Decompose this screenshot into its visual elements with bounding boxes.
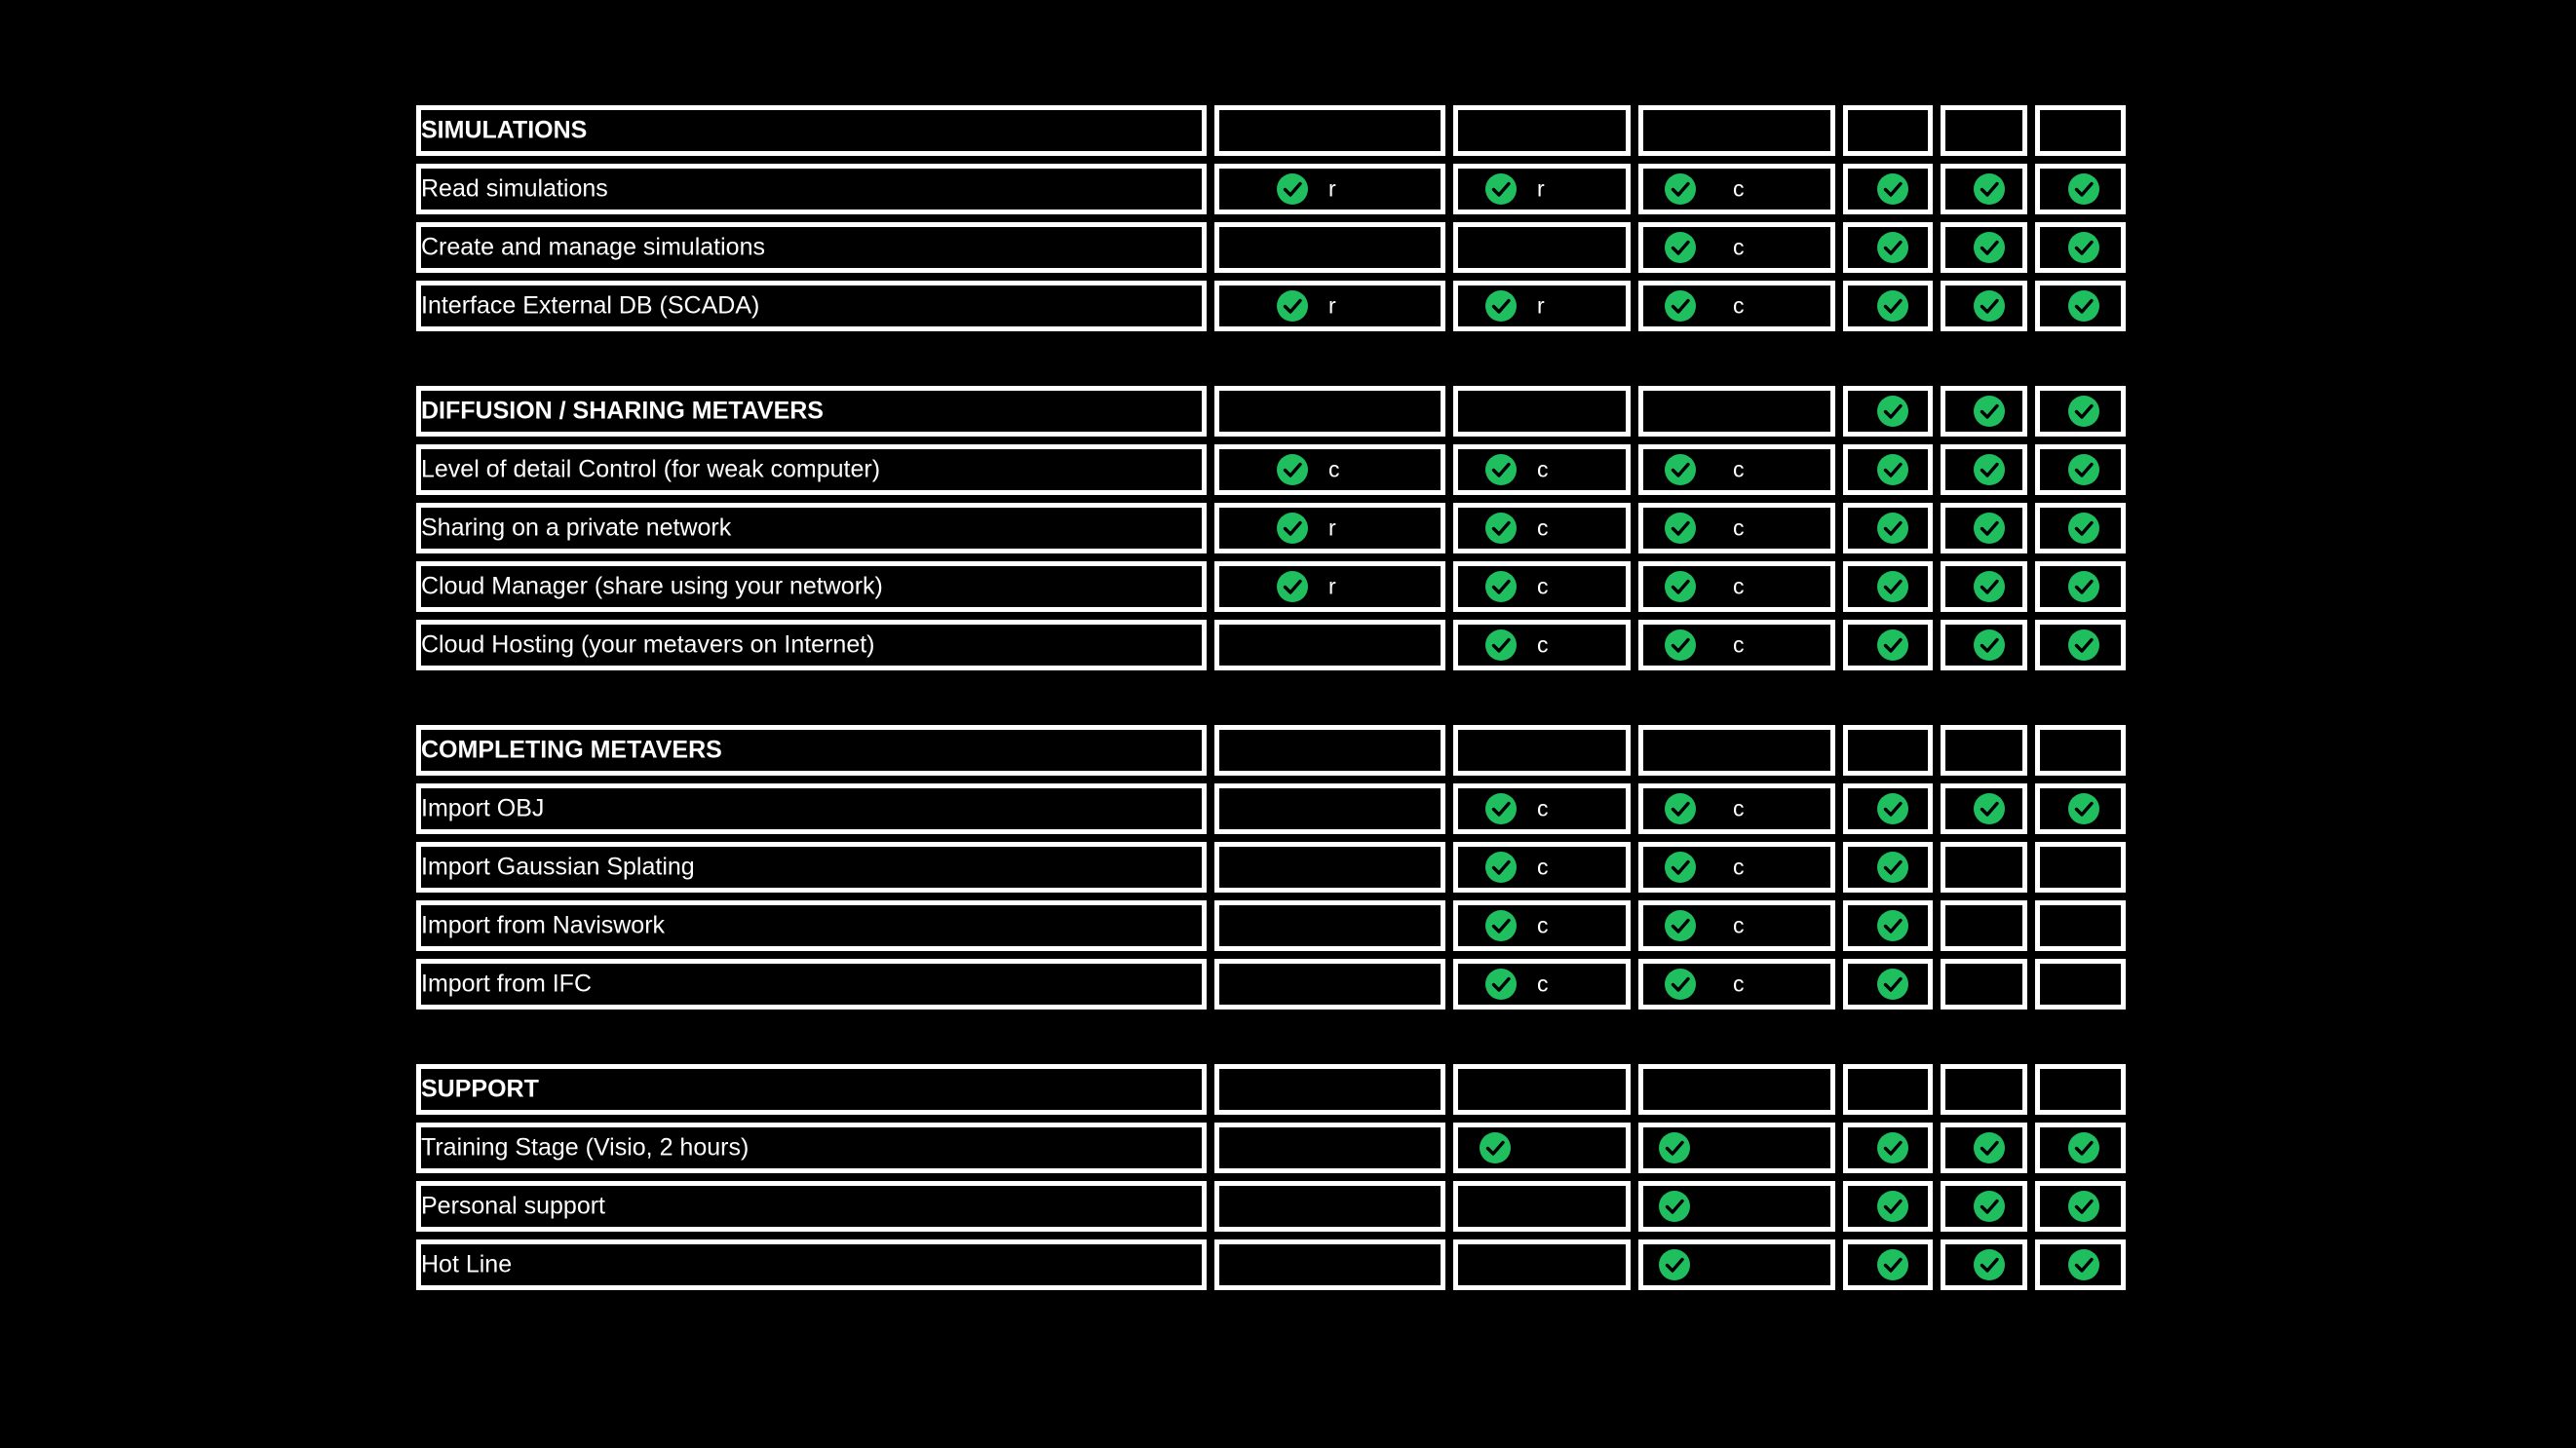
check-circle-icon <box>1485 513 1517 544</box>
feature-cell <box>1638 783 1835 834</box>
header-cell <box>1941 1064 2027 1115</box>
feature-label-cell <box>416 783 1207 834</box>
check-circle-icon <box>1659 1132 1690 1163</box>
feature-cell <box>1214 842 1445 893</box>
check-circle-icon <box>1485 852 1517 883</box>
section-title-cell <box>416 105 1207 156</box>
check-circle-icon <box>2068 290 2099 322</box>
feature-cell <box>1638 842 1835 893</box>
feature-note: c <box>1328 456 1340 482</box>
feature-cell <box>1941 164 2027 214</box>
check-circle-icon <box>1485 454 1517 485</box>
header-cell <box>2035 1064 2126 1115</box>
feature-cell <box>2035 1181 2126 1232</box>
feature-cell <box>1638 620 1835 670</box>
feature-label-cell <box>416 164 1207 214</box>
check-circle-icon <box>1665 513 1696 544</box>
feature-cell <box>2035 620 2126 670</box>
feature-cell <box>2035 1239 2126 1290</box>
feature-cell <box>2035 503 2126 553</box>
feature-row <box>416 620 2126 670</box>
feature-cell <box>1214 164 1445 214</box>
check-circle-icon <box>1659 1249 1690 1280</box>
feature-cell <box>2035 164 2126 214</box>
check-circle-icon <box>1877 396 1908 427</box>
feature-label: Personal support <box>421 1192 606 1220</box>
check-circle-icon <box>1665 793 1696 824</box>
feature-cell <box>1638 444 1835 495</box>
feature-comparison-table <box>416 105 2126 1345</box>
check-circle-icon <box>1665 173 1696 205</box>
feature-note: r <box>1328 175 1336 202</box>
check-circle-icon <box>2068 571 2099 602</box>
feature-cell <box>2035 222 2126 273</box>
feature-note: c <box>1733 175 1745 202</box>
check-circle-icon <box>1877 232 1908 263</box>
feature-cell <box>1214 503 1445 553</box>
check-circle-icon <box>1974 1132 2005 1163</box>
feature-note: c <box>1733 456 1745 482</box>
feature-note: c <box>1537 795 1549 821</box>
check-circle-icon <box>1665 852 1696 883</box>
header-cell <box>2035 386 2126 437</box>
feature-cell <box>1638 222 1835 273</box>
header-cell <box>1453 386 1631 437</box>
header-cell <box>1638 105 1835 156</box>
feature-row <box>416 783 2126 834</box>
header-cell <box>2035 725 2126 776</box>
feature-cell <box>1214 1181 1445 1232</box>
check-circle-icon <box>1974 571 2005 602</box>
check-circle-icon <box>1485 173 1517 205</box>
feature-row <box>416 281 2126 331</box>
feature-cell <box>1843 561 1933 612</box>
header-cell <box>1638 725 1835 776</box>
header-cell <box>1638 1064 1835 1115</box>
feature-cell <box>1941 281 2027 331</box>
feature-cell <box>2035 900 2126 951</box>
check-circle-icon <box>1877 910 1908 941</box>
feature-row <box>416 1239 2126 1290</box>
section-title: COMPLETING METAVERS <box>421 736 722 764</box>
feature-label-cell <box>416 503 1207 553</box>
feature-cell <box>1941 620 2027 670</box>
feature-cell <box>1843 1181 1933 1232</box>
section <box>416 105 2126 331</box>
feature-cell <box>1214 561 1445 612</box>
feature-note: c <box>1537 631 1549 658</box>
feature-label-cell <box>416 1181 1207 1232</box>
feature-note: r <box>1537 292 1545 319</box>
feature-row <box>416 842 2126 893</box>
check-circle-icon <box>2068 1191 2099 1222</box>
feature-note: c <box>1733 912 1745 938</box>
feature-row <box>416 561 2126 612</box>
feature-cell <box>1214 222 1445 273</box>
header-cell <box>1214 1064 1445 1115</box>
feature-cell <box>1638 1123 1835 1173</box>
check-circle-icon <box>1485 793 1517 824</box>
check-circle-icon <box>1877 793 1908 824</box>
feature-cell <box>1453 1181 1631 1232</box>
feature-cell <box>1453 783 1631 834</box>
check-circle-icon <box>2068 232 2099 263</box>
feature-note: c <box>1733 234 1745 260</box>
feature-cell <box>1941 959 2027 1010</box>
header-cell <box>1453 725 1631 776</box>
feature-cell <box>1941 1123 2027 1173</box>
feature-note: r <box>1328 514 1336 541</box>
feature-cell <box>1214 281 1445 331</box>
check-circle-icon <box>2068 793 2099 824</box>
feature-row <box>416 444 2126 495</box>
check-circle-icon <box>1974 1191 2005 1222</box>
feature-note: c <box>1733 292 1745 319</box>
feature-cell <box>1453 281 1631 331</box>
feature-cell <box>1638 959 1835 1010</box>
feature-cell <box>1453 222 1631 273</box>
feature-cell <box>1453 444 1631 495</box>
feature-row <box>416 503 2126 553</box>
feature-cell <box>1214 444 1445 495</box>
feature-cell <box>1843 783 1933 834</box>
feature-label-cell <box>416 959 1207 1010</box>
check-circle-icon <box>1485 571 1517 602</box>
check-circle-icon <box>1665 571 1696 602</box>
check-circle-icon <box>2068 629 2099 661</box>
feature-cell <box>1843 444 1933 495</box>
check-circle-icon <box>1485 969 1517 1000</box>
check-circle-icon <box>1277 454 1308 485</box>
feature-cell <box>1843 281 1933 331</box>
feature-label-cell <box>416 900 1207 951</box>
check-circle-icon <box>1485 290 1517 322</box>
feature-note: c <box>1733 514 1745 541</box>
check-circle-icon <box>1665 232 1696 263</box>
feature-label-cell <box>416 444 1207 495</box>
section-header-row <box>416 725 2126 776</box>
feature-cell <box>1453 561 1631 612</box>
feature-note: c <box>1733 854 1745 880</box>
header-cell <box>1214 105 1445 156</box>
check-circle-icon <box>1665 629 1696 661</box>
feature-note: c <box>1537 912 1549 938</box>
check-circle-icon <box>1877 969 1908 1000</box>
feature-cell <box>1843 222 1933 273</box>
check-circle-icon <box>1485 629 1517 661</box>
check-circle-icon <box>1277 290 1308 322</box>
feature-cell <box>1214 620 1445 670</box>
header-cell <box>1843 105 1933 156</box>
feature-cell <box>1843 164 1933 214</box>
feature-cell <box>1453 900 1631 951</box>
header-cell <box>1214 725 1445 776</box>
feature-cell <box>1941 561 2027 612</box>
feature-label-cell <box>416 561 1207 612</box>
check-circle-icon <box>1877 629 1908 661</box>
feature-cell <box>1453 503 1631 553</box>
feature-cell <box>1843 900 1933 951</box>
feature-cell <box>1941 222 2027 273</box>
feature-label: Create and manage simulations <box>421 233 765 261</box>
header-cell <box>1638 386 1835 437</box>
header-cell <box>1214 386 1445 437</box>
header-cell <box>1941 386 2027 437</box>
check-circle-icon <box>1974 1249 2005 1280</box>
section-header-row <box>416 1064 2126 1115</box>
check-circle-icon <box>1974 513 2005 544</box>
header-cell <box>1453 1064 1631 1115</box>
feature-cell <box>1638 281 1835 331</box>
feature-cell <box>1843 503 1933 553</box>
feature-row <box>416 959 2126 1010</box>
feature-cell <box>1941 842 2027 893</box>
check-circle-icon <box>1665 910 1696 941</box>
feature-note: c <box>1733 573 1745 599</box>
feature-label: Sharing on a private network <box>421 514 732 542</box>
feature-cell <box>1638 900 1835 951</box>
check-circle-icon <box>1659 1191 1690 1222</box>
feature-label: Interface External DB (SCADA) <box>421 291 760 320</box>
check-circle-icon <box>1877 1132 1908 1163</box>
feature-label: Cloud Hosting (your metavers on Internet) <box>421 630 875 659</box>
feature-note: r <box>1328 573 1336 599</box>
section-title: SUPPORT <box>421 1075 539 1103</box>
check-circle-icon <box>1480 1132 1511 1163</box>
check-circle-icon <box>1974 396 2005 427</box>
feature-cell <box>1843 620 1933 670</box>
feature-label: Cloud Manager (share using your network) <box>421 572 883 600</box>
section <box>416 725 2126 1010</box>
feature-label: Import from IFC <box>421 970 593 998</box>
feature-cell <box>2035 561 2126 612</box>
check-circle-icon <box>1974 793 2005 824</box>
check-circle-icon <box>1665 454 1696 485</box>
header-cell <box>2035 105 2126 156</box>
check-circle-icon <box>1277 513 1308 544</box>
feature-cell <box>1941 900 2027 951</box>
feature-label: Import from Naviswork <box>421 911 666 939</box>
feature-row <box>416 1123 2126 1173</box>
header-cell <box>1843 1064 1933 1115</box>
feature-note: r <box>1537 175 1545 202</box>
feature-note: c <box>1537 573 1549 599</box>
check-circle-icon <box>1665 969 1696 1000</box>
check-circle-icon <box>1974 290 2005 322</box>
feature-cell <box>1214 959 1445 1010</box>
feature-cell <box>1453 620 1631 670</box>
section <box>416 386 2126 670</box>
feature-label: Hot Line <box>421 1250 513 1278</box>
feature-note: c <box>1537 514 1549 541</box>
feature-label: Import OBJ <box>421 794 545 822</box>
feature-label: Import Gaussian Splating <box>421 853 695 881</box>
check-circle-icon <box>1877 571 1908 602</box>
feature-note: r <box>1328 292 1336 319</box>
feature-label-cell <box>416 1123 1207 1173</box>
feature-cell <box>1941 1181 2027 1232</box>
feature-row <box>416 164 2126 214</box>
header-cell <box>1941 105 2027 156</box>
feature-cell <box>1941 503 2027 553</box>
feature-cell <box>1941 1239 2027 1290</box>
feature-cell <box>1214 1239 1445 1290</box>
check-circle-icon <box>1877 173 1908 205</box>
check-circle-icon <box>1877 290 1908 322</box>
check-circle-icon <box>1877 1249 1908 1280</box>
feature-cell <box>1453 1123 1631 1173</box>
check-circle-icon <box>1877 852 1908 883</box>
section <box>416 1064 2126 1290</box>
feature-cell <box>1843 1239 1933 1290</box>
check-circle-icon <box>2068 1249 2099 1280</box>
check-circle-icon <box>1974 232 2005 263</box>
section-header-row <box>416 386 2126 437</box>
check-circle-icon <box>2068 454 2099 485</box>
section-title-cell <box>416 1064 1207 1115</box>
feature-cell <box>1941 783 2027 834</box>
feature-label: Level of detail Control (for weak computer) <box>421 455 881 483</box>
feature-note: c <box>1733 971 1745 997</box>
feature-label-cell <box>416 620 1207 670</box>
feature-cell <box>1843 842 1933 893</box>
section-title: DIFFUSION / SHARING METAVERS <box>421 397 824 425</box>
check-circle-icon <box>1877 513 1908 544</box>
feature-cell <box>1214 783 1445 834</box>
feature-row <box>416 1181 2126 1232</box>
check-circle-icon <box>1877 454 1908 485</box>
header-cell <box>1453 105 1631 156</box>
feature-cell <box>2035 842 2126 893</box>
header-cell <box>1941 725 2027 776</box>
header-cell <box>1843 725 1933 776</box>
check-circle-icon <box>1485 910 1517 941</box>
feature-cell <box>1638 561 1835 612</box>
feature-label-cell <box>416 1239 1207 1290</box>
feature-cell <box>1941 444 2027 495</box>
feature-note: c <box>1537 854 1549 880</box>
feature-cell <box>1453 959 1631 1010</box>
check-circle-icon <box>1974 629 2005 661</box>
feature-cell <box>1638 503 1835 553</box>
check-circle-icon <box>2068 513 2099 544</box>
feature-cell <box>1214 900 1445 951</box>
check-circle-icon <box>1277 173 1308 205</box>
feature-label-cell <box>416 281 1207 331</box>
check-circle-icon <box>2068 1132 2099 1163</box>
feature-cell <box>1453 164 1631 214</box>
feature-row <box>416 222 2126 273</box>
check-circle-icon <box>1877 1191 1908 1222</box>
feature-cell <box>1453 842 1631 893</box>
section-title-cell <box>416 725 1207 776</box>
feature-note: c <box>1733 795 1745 821</box>
header-cell <box>1843 386 1933 437</box>
feature-cell <box>1638 164 1835 214</box>
feature-cell <box>2035 444 2126 495</box>
feature-row <box>416 900 2126 951</box>
check-circle-icon <box>2068 396 2099 427</box>
check-circle-icon <box>1974 173 2005 205</box>
feature-label-cell <box>416 222 1207 273</box>
feature-cell <box>1843 959 1933 1010</box>
feature-cell <box>2035 783 2126 834</box>
feature-cell <box>2035 1123 2126 1173</box>
check-circle-icon <box>1277 571 1308 602</box>
feature-label-cell <box>416 842 1207 893</box>
feature-note: c <box>1537 456 1549 482</box>
section-title: SIMULATIONS <box>421 116 588 144</box>
feature-note: c <box>1733 631 1745 658</box>
feature-label: Read simulations <box>421 174 608 203</box>
check-circle-icon <box>1665 290 1696 322</box>
feature-label: Training Stage (Visio, 2 hours) <box>421 1133 750 1162</box>
feature-cell <box>2035 281 2126 331</box>
feature-cell <box>1638 1181 1835 1232</box>
feature-cell <box>1214 1123 1445 1173</box>
check-circle-icon <box>1974 454 2005 485</box>
feature-cell <box>1638 1239 1835 1290</box>
feature-cell <box>1453 1239 1631 1290</box>
feature-note: c <box>1537 971 1549 997</box>
section-header-row <box>416 105 2126 156</box>
feature-cell <box>1843 1123 1933 1173</box>
check-circle-icon <box>2068 173 2099 205</box>
section-title-cell <box>416 386 1207 437</box>
feature-cell <box>2035 959 2126 1010</box>
